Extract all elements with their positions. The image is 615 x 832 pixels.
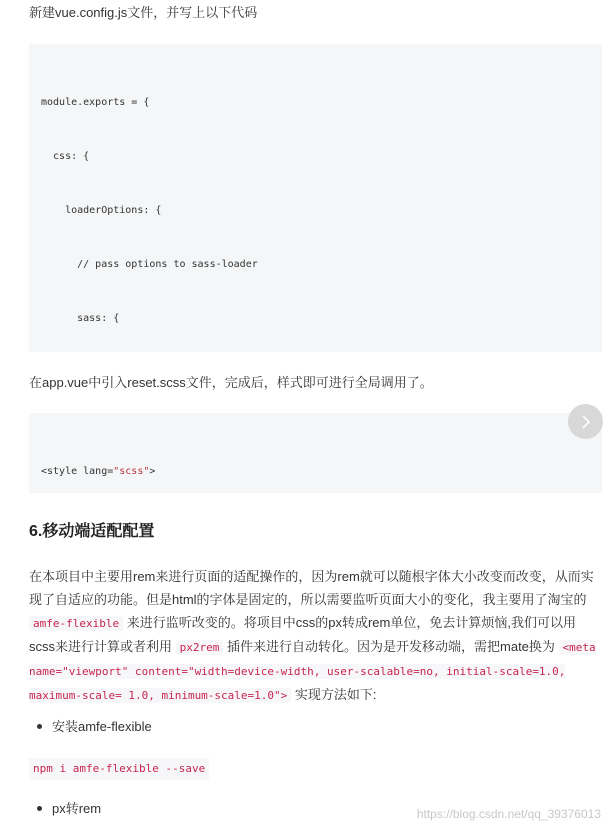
paragraph-text: 插件来进行自动转化。因为是开发移动端，需把mate换为 bbox=[227, 639, 555, 654]
bullet-dot bbox=[37, 724, 42, 729]
section-heading: 6.移动端适配配置 bbox=[29, 523, 155, 540]
code-line: loaderOptions: { bbox=[41, 205, 162, 216]
intro-text: 新建vue.config.js文件，并写上以下代码 bbox=[29, 5, 258, 20]
adaptation-paragraph bbox=[29, 565, 601, 707]
bullet-px-to-rem bbox=[37, 799, 101, 819]
paragraph-text: 实现方法如下: bbox=[294, 687, 377, 702]
code-line: <style lang="scss"> bbox=[41, 466, 156, 477]
code-block-style-import bbox=[29, 413, 602, 493]
code-block-vue-config bbox=[29, 44, 602, 352]
install-command: npm i amfe-flexible --save bbox=[29, 758, 209, 780]
next-button[interactable] bbox=[568, 404, 603, 439]
code-line: sass: { bbox=[41, 313, 120, 324]
code-line: module.exports = { bbox=[41, 97, 150, 108]
paragraph-text: 在本项目中主要用rem来进行页面的适配操作的，因为rem就可以随根字体大小改变而改变，从而实现了自适应的功能。但是html的字体是固定的，所以需要监听页面大小的变化，我主要用了淘宝的 bbox=[29, 569, 594, 607]
inline-code-amfe-flexible: amfe-flexible bbox=[29, 616, 123, 631]
chevron-right-icon bbox=[580, 414, 592, 430]
paragraph-text: 来进行监听改变的。将项目中css的px转成rem单位，免去计算烦恼,我们可以用scss来进行计算或者利用 bbox=[29, 615, 576, 654]
code-line: css: { bbox=[41, 151, 90, 162]
inline-code-meta-viewport: <meta name="viewport" content="width=device-width, user-scalable=no, initial-scale=1.0, maximum-scale= 1.0, minimum-scale=1.0"> bbox=[29, 641, 596, 702]
bullet-install bbox=[37, 717, 152, 737]
bullet-text: px转rem bbox=[52, 801, 102, 816]
bullet-text: 安装amfe-flexible bbox=[52, 719, 152, 734]
watermark: https://blog.csdn.net/qq_39376013 bbox=[416, 807, 601, 821]
bullet-dot bbox=[37, 806, 42, 811]
code-line: // pass options to sass-loader bbox=[41, 259, 258, 270]
inline-code-px2rem: px2rem bbox=[176, 640, 224, 655]
middle-text: 在app.vue中引入reset.scss文件，完成后，样式即可进行全局调用了。 bbox=[29, 375, 433, 390]
